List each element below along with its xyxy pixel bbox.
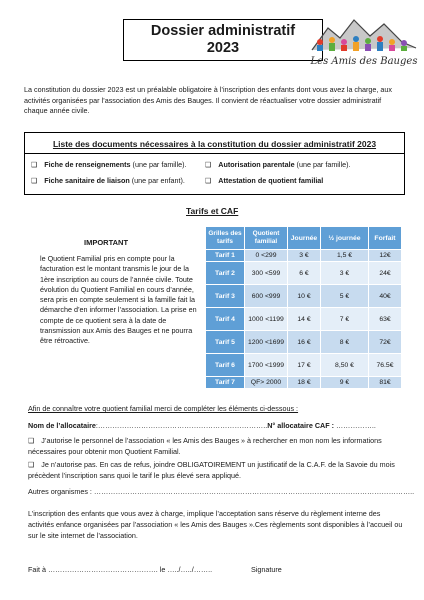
tarif-label: Tarif 3 xyxy=(206,285,244,307)
table-row xyxy=(206,250,401,261)
documents-divider xyxy=(25,153,404,154)
tarif-label: Tarif 2 xyxy=(206,262,244,284)
authorization-text: J’autorise le personnel de l’association « les Amis des Bauges » à rechercher en mon nom les informations nécessaires pour obtenir mon Quotient Familial. xyxy=(28,436,382,456)
authorization-option xyxy=(28,436,406,457)
document-item xyxy=(205,176,323,185)
quotient-cell: QF> 2000 xyxy=(245,377,287,388)
documents-title: Liste des documents nécessaires à la constitution du dossier administratif 2023 xyxy=(52,139,377,149)
checkbox-icon[interactable]: ❑ xyxy=(28,438,35,445)
table-row xyxy=(206,285,401,307)
refusal-text: Je n’autorise pas. En cas de refus, joindre OBLIGATOIREMENT un justificatif de la C.A.F. de la Savoie du mois précèdent l’inscription sans quoi le tarif le plus élevé sera appliqué. xyxy=(28,460,395,480)
documents-box xyxy=(24,132,405,195)
journee-cell: 16 € xyxy=(288,331,320,353)
journee-cell: 3 € xyxy=(288,250,320,261)
checkbox-icon: ❑ xyxy=(31,162,38,169)
demi-journee-cell: 9 € xyxy=(321,377,368,388)
checkbox-icon: ❑ xyxy=(31,178,38,185)
journee-cell: 18 € xyxy=(288,377,320,388)
checkbox-icon[interactable]: ❑ xyxy=(28,462,35,469)
table-row xyxy=(206,331,401,353)
signature-label: Signature xyxy=(251,565,282,574)
tarif-label: Tarif 7 xyxy=(206,377,244,388)
important-text: le Quotient Familial pris en compte pour la facturation est le montant transmis le jour de la 1ère inscription au cours de l’année civile. Toute évolution du Quotient Familial en cours d’année, sera pris en compte seulement si la famille fait la démarche d’en informer l’association. La prise en compte de ce quotient sera à la date de transmission aux Amis des Bauges et ne pourra être rétroactive. xyxy=(40,254,197,346)
tarif-label: Tarif 1 xyxy=(206,250,244,261)
forfait-cell: 24€ xyxy=(369,262,401,284)
demi-journee-cell: 7 € xyxy=(321,308,368,330)
quotient-cell: 600 <999 xyxy=(245,285,287,307)
forfait-cell: 12€ xyxy=(369,250,401,261)
document-item-name: Attestation de quotient familial xyxy=(218,176,324,185)
forfait-cell: 81€ xyxy=(369,377,401,388)
checkbox-icon: ❑ xyxy=(205,162,212,169)
document-item-name: Autorisation parentale xyxy=(218,160,295,169)
tarifs-table xyxy=(205,226,402,389)
autres-organismes-field[interactable]: Autres organismes : …………………………………………………………………………………………………………………….. xyxy=(28,487,415,496)
journee-cell: 6 € xyxy=(288,262,320,284)
allocataire-line xyxy=(28,421,376,430)
svg-text:Les Amis des Bauges: Les Amis des Bauges xyxy=(310,56,418,67)
document-item-detail: (une par famille). xyxy=(294,160,351,169)
table-header-row xyxy=(206,227,401,249)
forfait-cell: 63€ xyxy=(369,308,401,330)
quotient-cell: 0 <299 xyxy=(245,250,287,261)
forfait-cell: 40€ xyxy=(369,285,401,307)
demi-journee-cell: 5 € xyxy=(321,285,368,307)
forfait-cell: 72€ xyxy=(369,331,401,353)
demi-journee-cell: 8,50 € xyxy=(321,354,368,376)
document-item xyxy=(205,160,351,169)
important-title: IMPORTANT xyxy=(84,238,129,247)
document-item-detail: (une par enfant). xyxy=(129,176,185,185)
demi-journee-cell: 8 € xyxy=(321,331,368,353)
document-item xyxy=(31,160,187,169)
association-logo xyxy=(308,12,420,70)
table-row xyxy=(206,262,401,284)
table-row xyxy=(206,354,401,376)
journee-cell: 14 € xyxy=(288,308,320,330)
header-quotient: Quotient familial xyxy=(245,227,287,249)
document-item xyxy=(31,176,185,185)
quotient-cell: 1000 <1199 xyxy=(245,308,287,330)
table-row xyxy=(206,308,401,330)
reglement-paragraph: L’inscription des enfants que vous avez à charge, implique l’acceptation sans réserve du règlement interne des activités enfance organisées par l’association « les Amis des Bauges ».Ces règlements sont disponibles à l’accueil ou sur le site internet de l’association. xyxy=(28,509,403,540)
fait-a-field[interactable]: Fait à ………………………………………. le …../…../…….. xyxy=(28,565,213,574)
nom-allocataire-field[interactable]: :…………………………………………………………….. xyxy=(95,421,268,430)
document-title-box xyxy=(123,19,323,61)
intro-paragraph: La constitution du dossier 2023 est un préalable obligatoire à l’inscription des enfants dont vous avez la charge, aux activités organisées par l’association des Amis des Bauges. Il convient de réactualiser votre dossier administratif chaque année civile. xyxy=(24,85,392,115)
tarifs-title: Tarifs et CAF xyxy=(186,206,239,216)
header-demi-journee: ½ journée xyxy=(321,227,368,249)
tarif-label: Tarif 6 xyxy=(206,354,244,376)
checkbox-icon: ❑ xyxy=(205,178,212,185)
quotient-cell: 300 <599 xyxy=(245,262,287,284)
forfait-cell: 76.5€ xyxy=(369,354,401,376)
header-journee: Journée xyxy=(288,227,320,249)
header-forfait: Forfait xyxy=(369,227,401,249)
journee-cell: 10 € xyxy=(288,285,320,307)
quotient-intro: Afin de connaître votre quotient familial merci de compléter les éléments ci-dessous : xyxy=(28,404,299,413)
document-item-detail: (une par famille). xyxy=(130,160,187,169)
numero-allocataire-label: N° allocataire CAF : xyxy=(267,421,334,430)
quotient-cell: 1200 <1699 xyxy=(245,331,287,353)
journee-cell: 17 € xyxy=(288,354,320,376)
tarif-label: Tarif 5 xyxy=(206,331,244,353)
demi-journee-cell: 1,5 € xyxy=(321,250,368,261)
title-line-1: Dossier administratif xyxy=(150,23,296,39)
numero-allocataire-field[interactable]: …………….. xyxy=(334,421,376,430)
demi-journee-cell: 3 € xyxy=(321,262,368,284)
quotient-cell: 1700 <1999 xyxy=(245,354,287,376)
refusal-option xyxy=(28,460,406,481)
title-line-2: 2023 xyxy=(206,40,240,56)
nom-allocataire-label: Nom de l’allocataire xyxy=(28,421,96,430)
header-grilles: Grilles des tarifs xyxy=(206,227,244,249)
document-item-name: Fiche sanitaire de liaison xyxy=(44,176,130,185)
tarif-label: Tarif 4 xyxy=(206,308,244,330)
table-row xyxy=(206,377,401,388)
document-item-name: Fiche de renseignements xyxy=(44,160,131,169)
